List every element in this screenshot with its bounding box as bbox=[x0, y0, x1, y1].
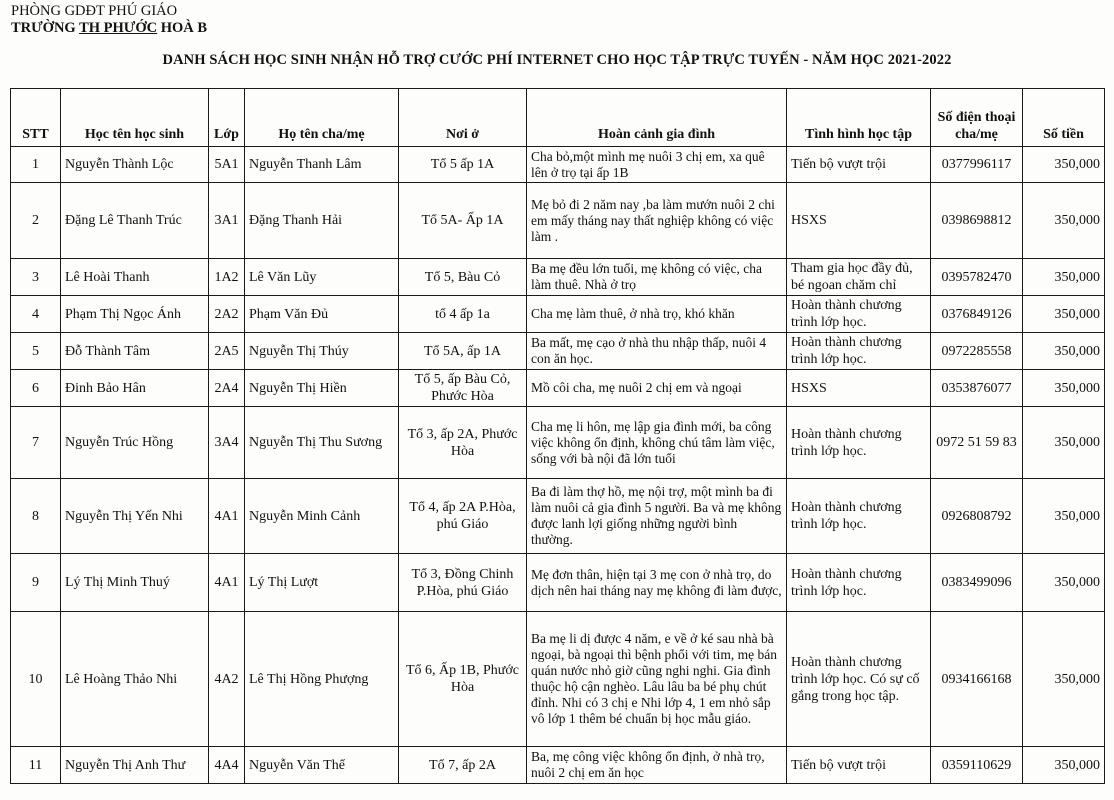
cell-phone: 0972285558 bbox=[931, 333, 1023, 370]
cell-study-status: Hoàn thành chương trình lớp học. bbox=[787, 333, 931, 370]
cell-phone: 0353876077 bbox=[931, 370, 1023, 407]
cell-address: Tổ 5A- Ấp 1A bbox=[399, 183, 527, 259]
cell-parent-name: Nguyễn Thanh Lâm bbox=[245, 147, 399, 183]
table-row bbox=[11, 333, 1105, 370]
cell-address: Tổ 4, ấp 2A P.Hòa, phú Giáo bbox=[399, 479, 527, 554]
cell-parent-name: Lý Thị Lượt bbox=[245, 554, 399, 612]
cell-address: Tổ 3, ấp 2A, Phước Hòa bbox=[399, 407, 527, 479]
cell-parent-name: Lê Văn Lũy bbox=[245, 259, 399, 296]
cell-amount: 350,000 bbox=[1023, 747, 1105, 784]
col-parent-name: Họ tên cha/mẹ bbox=[245, 89, 399, 147]
cell-class: 4A4 bbox=[209, 747, 245, 784]
cell-stt: 8 bbox=[11, 479, 61, 554]
cell-family-situation: Ba đi làm thợ hồ, mẹ nội trợ, một mình ba đi làm nuôi cả gia đình 5 người. Ba và mẹ không được lanh lợi giống những người bình thường. bbox=[527, 479, 787, 554]
cell-phone: 0383499096 bbox=[931, 554, 1023, 612]
cell-stt: 1 bbox=[11, 147, 61, 183]
document-header bbox=[11, 3, 207, 37]
cell-address: tổ 4 ấp 1a bbox=[399, 296, 527, 333]
table-row bbox=[11, 370, 1105, 407]
table-row bbox=[11, 183, 1105, 259]
cell-family-situation: Cha mẹ li hôn, mẹ lập gia đình mới, ba công việc không ổn định, không chú tâm làm việc, sống với bà nội đã lớn tuổi bbox=[527, 407, 787, 479]
cell-class: 1A2 bbox=[209, 259, 245, 296]
cell-class: 5A1 bbox=[209, 147, 245, 183]
cell-stt: 5 bbox=[11, 333, 61, 370]
col-student-name: Học tên học sinh bbox=[61, 89, 209, 147]
cell-student-name: Đỗ Thành Tâm bbox=[61, 333, 209, 370]
cell-class: 3A4 bbox=[209, 407, 245, 479]
cell-stt: 7 bbox=[11, 407, 61, 479]
cell-student-name: Nguyễn Thị Yến Nhi bbox=[61, 479, 209, 554]
col-stt: STT bbox=[11, 89, 61, 147]
cell-student-name: Phạm Thị Ngọc Ánh bbox=[61, 296, 209, 333]
cell-stt: 9 bbox=[11, 554, 61, 612]
cell-family-situation: Cha bỏ,một mình mẹ nuôi 3 chị em, xa quê lên ở trọ tại ấp 1B bbox=[527, 147, 787, 183]
cell-family-situation: Mồ côi cha, mẹ nuôi 2 chị em và ngoại bbox=[527, 370, 787, 407]
school-name: TRƯỜNG TH PHƯỚC HOÀ B bbox=[11, 20, 208, 36]
cell-address: Tổ 5A, ấp 1A bbox=[399, 333, 527, 370]
cell-phone: 0972 51 59 83 bbox=[931, 407, 1023, 479]
cell-address: Tổ 5, Bàu Cỏ bbox=[399, 259, 527, 296]
cell-stt: 10 bbox=[11, 612, 61, 747]
table-row bbox=[11, 554, 1105, 612]
cell-parent-name: Nguyễn Thị Thu Sương bbox=[245, 407, 399, 479]
cell-study-status: Tiến bộ vượt trội bbox=[787, 747, 931, 784]
table-row bbox=[11, 259, 1105, 296]
cell-student-name: Nguyễn Thị Anh Thư bbox=[61, 747, 209, 784]
cell-phone: 0376849126 bbox=[931, 296, 1023, 333]
cell-phone: 0926808792 bbox=[931, 479, 1023, 554]
cell-class: 2A2 bbox=[209, 296, 245, 333]
cell-study-status: HSXS bbox=[787, 183, 931, 259]
cell-address: Tổ 5, ấp Bàu Cỏ, Phước Hòa bbox=[399, 370, 527, 407]
cell-study-status: HSXS bbox=[787, 370, 931, 407]
cell-family-situation: Ba mẹ li dị được 4 năm, e về ở ké sau nhà bà ngoại, bà ngoại thì bệnh phổi với tim, mẹ bán quán nước nhỏ giờ cũng nghi nghi. Gia đình thuộc hộ cận nghèo. Lâu lâu ba bé phụ chút đỉnh. Nhi có 3 chị e Nhi lớp 4, 1 em nhỏ sắp vô lớp 1 thêm bé chuẩn bị học mẫu giáo. bbox=[527, 612, 787, 747]
cell-amount: 350,000 bbox=[1023, 183, 1105, 259]
cell-study-status: Tham gia học đầy đủ, bé ngoan chăm chỉ bbox=[787, 259, 931, 296]
cell-amount: 350,000 bbox=[1023, 479, 1105, 554]
cell-amount: 350,000 bbox=[1023, 554, 1105, 612]
cell-study-status: Hoàn thành chương trình lớp học. bbox=[787, 554, 931, 612]
cell-amount: 350,000 bbox=[1023, 612, 1105, 747]
cell-parent-name: Đặng Thanh Hải bbox=[245, 183, 399, 259]
cell-amount: 350,000 bbox=[1023, 407, 1105, 479]
cell-parent-name: Phạm Văn Đủ bbox=[245, 296, 399, 333]
cell-family-situation: Ba mẹ đều lớn tuổi, mẹ không có việc, cha làm thuê. Nhà ở trọ bbox=[527, 259, 787, 296]
cell-parent-name: Nguyễn Thị Thúy bbox=[245, 333, 399, 370]
cell-family-situation: Mẹ bỏ đi 2 năm nay ,ba làm mướn nuôi 2 chi em mấy tháng nay thất nghiệp không có việc làm . bbox=[527, 183, 787, 259]
col-study-status: Tình hình học tập bbox=[787, 89, 931, 147]
cell-amount: 350,000 bbox=[1023, 370, 1105, 407]
document-title: DANH SÁCH HỌC SINH NHẬN HỖ TRỢ CƯỚC PHÍ INTERNET CHO HỌC TẬP TRỰC TUYẾN - NĂM HỌC 2021-2022 bbox=[162, 52, 952, 68]
cell-parent-name: Lê Thị Hồng Phượng bbox=[245, 612, 399, 747]
cell-family-situation: Cha mẹ làm thuê, ở nhà trọ, khó khăn bbox=[527, 296, 787, 333]
table-row bbox=[11, 479, 1105, 554]
cell-amount: 350,000 bbox=[1023, 333, 1105, 370]
cell-class: 3A1 bbox=[209, 183, 245, 259]
table-row bbox=[11, 612, 1105, 747]
table-row bbox=[11, 407, 1105, 479]
cell-class: 4A1 bbox=[209, 554, 245, 612]
cell-student-name: Lý Thị Minh Thuý bbox=[61, 554, 209, 612]
cell-class: 2A5 bbox=[209, 333, 245, 370]
cell-address: Tổ 6, Ấp 1B, Phước Hòa bbox=[399, 612, 527, 747]
cell-study-status: Hoàn thành chương trình lớp học. bbox=[787, 296, 931, 333]
col-amount: Số tiền bbox=[1023, 89, 1105, 147]
cell-address: Tổ 7, ấp 2A bbox=[399, 747, 527, 784]
cell-parent-name: Nguyễn Thị Hiền bbox=[245, 370, 399, 407]
cell-parent-name: Nguyễn Minh Cảnh bbox=[245, 479, 399, 554]
cell-student-name: Lê Hoài Thanh bbox=[61, 259, 209, 296]
cell-address: Tổ 5 ấp 1A bbox=[399, 147, 527, 183]
cell-stt: 11 bbox=[11, 747, 61, 784]
cell-class: 2A4 bbox=[209, 370, 245, 407]
cell-phone: 0377996117 bbox=[931, 147, 1023, 183]
cell-study-status: Hoàn thành chương trình lớp học. Có sự cố gắng trong học tập. bbox=[787, 612, 931, 747]
cell-family-situation: Mẹ đơn thân, hiện tại 3 mẹ con ở nhà trọ, do dịch nên hai tháng nay mẹ không đi làm được, bbox=[527, 554, 787, 612]
col-phone: Số điện thoại cha/mẹ bbox=[931, 89, 1023, 147]
table-header-row bbox=[11, 89, 1105, 147]
cell-study-status: Hoàn thành chương trình lớp học. bbox=[787, 479, 931, 554]
student-table bbox=[10, 88, 1105, 784]
table-row bbox=[11, 747, 1105, 784]
cell-phone: 0395782470 bbox=[931, 259, 1023, 296]
cell-student-name: Nguyễn Thành Lộc bbox=[61, 147, 209, 183]
cell-address: Tổ 3, Đồng Chinh P.Hòa, phú Giáo bbox=[399, 554, 527, 612]
cell-class: 4A1 bbox=[209, 479, 245, 554]
cell-study-status: Tiến bộ vượt trội bbox=[787, 147, 931, 183]
col-class: Lớp bbox=[209, 89, 245, 147]
cell-stt: 2 bbox=[11, 183, 61, 259]
col-family-situation: Hoàn cảnh gia đình bbox=[527, 89, 787, 147]
cell-phone: 0398698812 bbox=[931, 183, 1023, 259]
cell-student-name: Nguyễn Trúc Hồng bbox=[61, 407, 209, 479]
cell-class: 4A2 bbox=[209, 612, 245, 747]
cell-phone: 0359110629 bbox=[931, 747, 1023, 784]
cell-student-name: Lê Hoàng Thảo Nhi bbox=[61, 612, 209, 747]
cell-parent-name: Nguyễn Văn Thể bbox=[245, 747, 399, 784]
office-name: PHÒNG GDĐT PHÚ GIÁO bbox=[11, 3, 178, 19]
cell-student-name: Đặng Lê Thanh Trúc bbox=[61, 183, 209, 259]
cell-phone: 0934166168 bbox=[931, 612, 1023, 747]
cell-stt: 3 bbox=[11, 259, 61, 296]
table-row bbox=[11, 296, 1105, 333]
cell-family-situation: Ba, mẹ công việc không ổn định, ở nhà trọ, nuôi 2 chị em ăn học bbox=[527, 747, 787, 784]
cell-amount: 350,000 bbox=[1023, 296, 1105, 333]
col-address: Nơi ở bbox=[399, 89, 527, 147]
cell-study-status: Hoàn thành chương trình lớp học. bbox=[787, 407, 931, 479]
cell-family-situation: Ba mất, mẹ cạo ở nhà thu nhập thấp, nuôi 4 con ăn học. bbox=[527, 333, 787, 370]
cell-amount: 350,000 bbox=[1023, 259, 1105, 296]
cell-student-name: Đinh Bảo Hân bbox=[61, 370, 209, 407]
cell-amount: 350,000 bbox=[1023, 147, 1105, 183]
table-row bbox=[11, 147, 1105, 183]
cell-stt: 6 bbox=[11, 370, 61, 407]
cell-stt: 4 bbox=[11, 296, 61, 333]
